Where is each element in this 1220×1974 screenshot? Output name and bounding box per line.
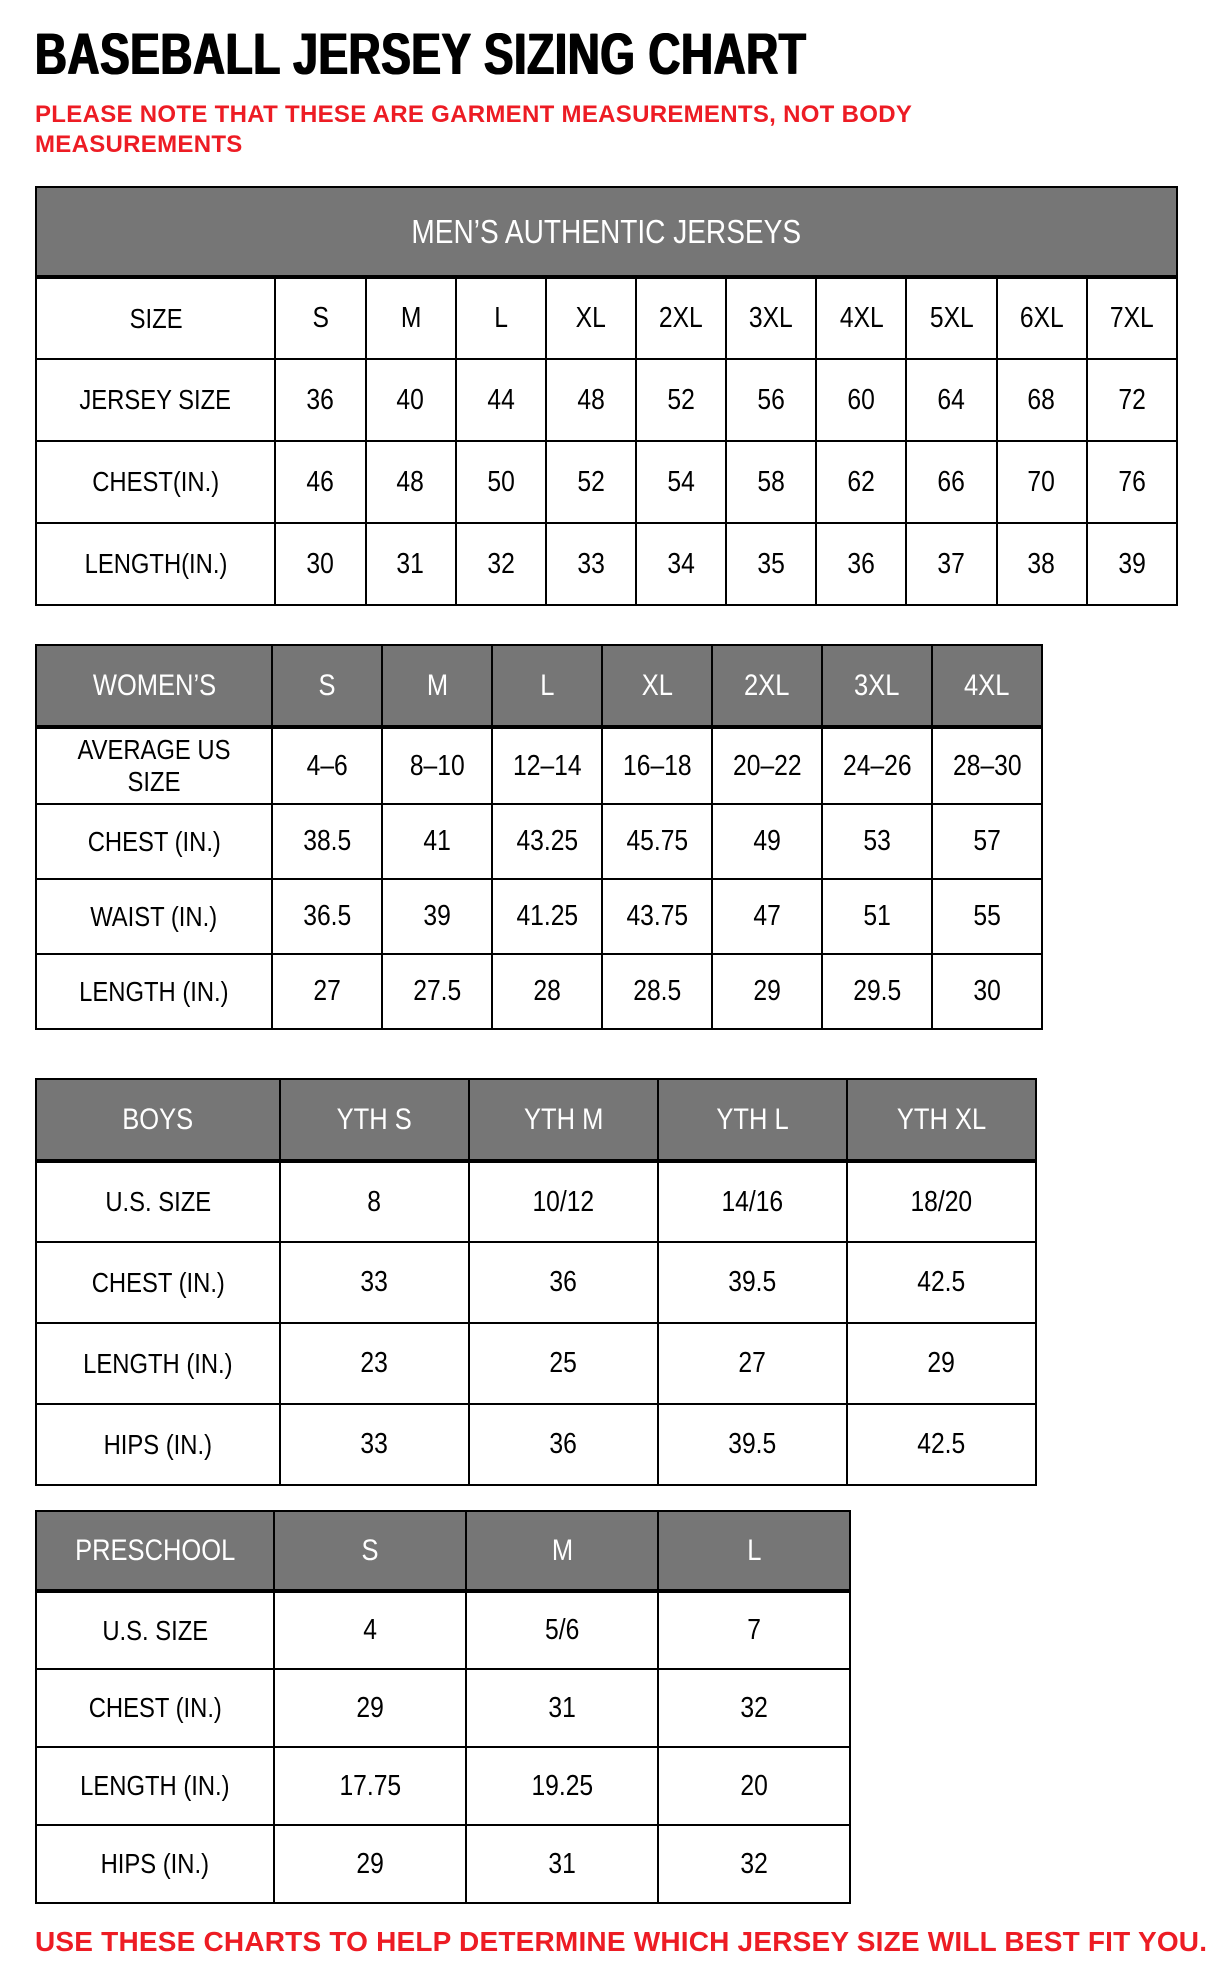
row-label-text: LENGTH (IN.): [80, 1770, 230, 1801]
cell-text: 31: [396, 547, 425, 580]
table-row: [36, 1404, 1036, 1485]
cell-text: 32: [740, 1691, 768, 1724]
cell: [546, 277, 636, 359]
column-header-text: PRESCHOOL: [74, 1533, 236, 1567]
cell-text: 8: [367, 1185, 382, 1218]
row-label: [36, 523, 275, 605]
cell-text: M: [400, 302, 421, 334]
mens-banner-text: MEN’S AUTHENTIC JERSEYS: [411, 212, 802, 250]
cell: [602, 804, 712, 879]
cell-text: 60: [847, 383, 876, 416]
cell-text: 62: [847, 465, 876, 498]
column-header-text: YTH M: [523, 1102, 604, 1136]
column-header: [492, 645, 602, 727]
womens-header-row: [36, 645, 1042, 727]
cell: [997, 359, 1087, 441]
cell: [469, 1161, 658, 1242]
cell-text: 7XL: [1109, 302, 1154, 334]
row-label-text: WAIST (IN.): [90, 900, 218, 932]
cell: [658, 1242, 847, 1323]
cell: [272, 879, 382, 954]
cell-text: 28.5: [632, 975, 681, 1007]
cell: [546, 359, 636, 441]
cell-text: 47: [753, 900, 781, 932]
cell: [822, 804, 932, 879]
cell-text: 4: [363, 1614, 377, 1646]
cell: [1087, 277, 1177, 359]
row-label-text: HIPS (IN.): [103, 1428, 213, 1460]
cell-text: 55: [973, 900, 1001, 932]
row-label: [36, 954, 272, 1029]
cell: [280, 1161, 469, 1242]
cell: [822, 879, 932, 954]
cell: [816, 441, 906, 523]
row-label-text: CHEST (IN.): [87, 825, 221, 857]
cell: [466, 1591, 658, 1669]
row-label-text: CHEST (IN.): [88, 1692, 222, 1723]
table-row: [36, 1825, 850, 1903]
column-header-text: YTH S: [336, 1102, 413, 1136]
cell: [274, 1669, 466, 1747]
cell: [456, 441, 546, 523]
column-header-text: M: [426, 668, 448, 702]
cell: [816, 359, 906, 441]
cell: [382, 804, 492, 879]
cell-text: 38.5: [302, 825, 351, 857]
column-header: [712, 645, 822, 727]
row-label: [36, 879, 272, 954]
row-label: [36, 1404, 280, 1485]
cell: [906, 523, 996, 605]
row-label-text: CHEST (IN.): [91, 1266, 225, 1298]
page-title: BASEBALL JERSEY SIZING CHART: [35, 22, 807, 87]
cell-text: 50: [487, 465, 515, 498]
row-label-text: AVERAGE US SIZE: [77, 734, 231, 797]
cell-text: 54: [667, 465, 695, 498]
cell-text: 57: [973, 825, 1001, 857]
cell-text: 16–18: [622, 749, 692, 782]
table-row: [36, 879, 1042, 954]
cell: [546, 441, 636, 523]
cell-text: 29: [356, 1691, 384, 1724]
cell-text: 52: [577, 465, 605, 498]
cell-text: 34: [667, 547, 695, 580]
cell-text: 31: [548, 1691, 576, 1724]
cell-text: 44: [487, 383, 515, 416]
cell-text: 18/20: [910, 1185, 973, 1218]
cell: [997, 523, 1087, 605]
footer-note: USE THESE CHARTS TO HELP DETERMINE WHICH JERSEY SIZE WILL BEST FIT YOU.: [35, 1926, 1208, 1957]
cell-text: 20: [740, 1769, 768, 1802]
column-header: [280, 1079, 469, 1161]
column-header: [469, 1079, 658, 1161]
cell-text: 31: [548, 1847, 576, 1880]
boys-header-row: [36, 1079, 1036, 1161]
cell: [726, 359, 816, 441]
column-header: [36, 645, 272, 727]
cell: [272, 727, 382, 804]
mens-banner: [36, 187, 1177, 277]
column-header-text: 2XL: [744, 668, 790, 702]
column-header-text: L: [539, 668, 555, 702]
cell: [906, 441, 996, 523]
cell: [274, 1591, 466, 1669]
column-header-text: M: [551, 1533, 573, 1567]
row-label-text: CHEST(IN.): [92, 466, 220, 497]
cell: [275, 277, 365, 359]
cell: [636, 523, 726, 605]
row-label: [36, 1323, 280, 1404]
column-header: [602, 645, 712, 727]
cell-text: 8–10: [409, 749, 465, 782]
cell: [932, 879, 1042, 954]
table-row: [36, 1242, 1036, 1323]
cell-text: 51: [863, 900, 891, 932]
row-label: [36, 1825, 274, 1903]
preschool-header-row: [36, 1511, 850, 1591]
row-label-text: LENGTH (IN.): [79, 975, 229, 1007]
cell: [847, 1323, 1036, 1404]
cell: [816, 523, 906, 605]
cell-text: 53: [863, 825, 891, 857]
column-header: [822, 645, 932, 727]
table-row: [36, 727, 1042, 804]
cell: [272, 804, 382, 879]
cell-text: 33: [360, 1428, 389, 1460]
table-row: [36, 277, 1177, 359]
cell: [847, 1242, 1036, 1323]
column-header: [932, 645, 1042, 727]
cell: [366, 359, 456, 441]
cell: [456, 523, 546, 605]
cell: [726, 277, 816, 359]
cell: [816, 277, 906, 359]
cell: [712, 727, 822, 804]
cell: [456, 277, 546, 359]
cell-text: 7: [747, 1614, 761, 1646]
cell: [997, 441, 1087, 523]
column-header: [847, 1079, 1036, 1161]
cell: [274, 1747, 466, 1825]
cell-text: 36: [847, 547, 876, 580]
cell: [546, 523, 636, 605]
cell-text: 40: [396, 383, 425, 416]
cell-text: 27: [738, 1347, 767, 1379]
column-header: [466, 1511, 658, 1591]
cell: [847, 1404, 1036, 1485]
cell-text: 3XL: [749, 302, 794, 334]
cell-text: 38: [1027, 547, 1056, 580]
table-row: [36, 1323, 1036, 1404]
cell: [636, 277, 726, 359]
table-row: [36, 1669, 850, 1747]
row-label: [36, 1242, 280, 1323]
row-label: [36, 1161, 280, 1242]
cell-text: 29.5: [852, 975, 901, 1007]
cell-text: 58: [757, 465, 785, 498]
cell: [280, 1323, 469, 1404]
cell: [997, 277, 1087, 359]
preschool-table: [35, 1510, 851, 1904]
column-header: [658, 1079, 847, 1161]
row-label-text: LENGTH (IN.): [83, 1347, 233, 1379]
cell: [726, 523, 816, 605]
cell-text: 29: [927, 1347, 956, 1379]
cell: [658, 1591, 850, 1669]
cell-text: 52: [667, 383, 695, 416]
cell: [712, 879, 822, 954]
cell: [275, 523, 365, 605]
cell-text: S: [312, 302, 329, 334]
column-header: [36, 1079, 280, 1161]
cell-text: 6XL: [1019, 302, 1064, 334]
row-label: [36, 359, 275, 441]
table-row: [36, 954, 1042, 1029]
cell: [822, 954, 932, 1029]
cell: [366, 441, 456, 523]
cell: [658, 1404, 847, 1485]
cell-text: 39: [1118, 547, 1146, 580]
cell-text: 70: [1027, 465, 1056, 498]
cell: [712, 804, 822, 879]
table-row: [36, 441, 1177, 523]
cell: [275, 441, 365, 523]
cell: [466, 1825, 658, 1903]
column-header-text: L: [746, 1533, 762, 1567]
cell-text: 68: [1027, 383, 1056, 416]
table-row: [36, 1161, 1036, 1242]
row-label-text: HIPS (IN.): [100, 1848, 210, 1879]
cell: [636, 441, 726, 523]
cell-text: 29: [753, 975, 781, 1007]
cell-text: 27.5: [412, 975, 461, 1007]
column-header-text: YTH XL: [896, 1102, 987, 1136]
cell-text: 30: [306, 547, 335, 580]
cell: [382, 879, 492, 954]
cell: [658, 1669, 850, 1747]
table-row: [36, 1747, 850, 1825]
cell: [602, 879, 712, 954]
cell-text: 41.25: [516, 900, 578, 932]
cell: [366, 523, 456, 605]
column-header: [36, 1511, 274, 1591]
cell-text: 49: [753, 825, 781, 857]
cell: [366, 277, 456, 359]
cell: [602, 727, 712, 804]
cell-text: 32: [487, 547, 515, 580]
cell: [658, 1825, 850, 1903]
cell-text: 39.5: [728, 1428, 777, 1460]
cell-text: 14/16: [721, 1185, 784, 1218]
cell-text: 32: [740, 1847, 768, 1880]
cell: [1087, 441, 1177, 523]
cell: [382, 727, 492, 804]
cell-text: 48: [577, 383, 605, 416]
cell-text: 42.5: [917, 1266, 966, 1298]
cell: [382, 954, 492, 1029]
cell-text: 42.5: [917, 1428, 966, 1460]
cell: [280, 1242, 469, 1323]
measurement-note: PLEASE NOTE THAT THESE ARE GARMENT MEASUREMENTS, NOT BODY MEASUREMENTS: [35, 101, 912, 158]
cell-text: 46: [306, 465, 335, 498]
cell-text: 43.25: [516, 825, 578, 857]
cell: [602, 954, 712, 1029]
cell: [906, 277, 996, 359]
table-row: [36, 359, 1177, 441]
cell: [469, 1242, 658, 1323]
row-label-text: U.S. SIZE: [102, 1614, 208, 1646]
cell-text: 66: [937, 465, 966, 498]
cell: [466, 1747, 658, 1825]
column-header: [658, 1511, 850, 1591]
row-label: [36, 1591, 274, 1669]
cell-text: 39: [423, 900, 451, 932]
cell-text: 37: [937, 547, 966, 580]
column-header-text: S: [318, 668, 336, 702]
cell-text: 20–22: [732, 749, 802, 782]
column-header: [272, 645, 382, 727]
cell: [492, 727, 602, 804]
cell: [274, 1825, 466, 1903]
cell-text: 43.75: [626, 900, 688, 932]
row-label: [36, 441, 275, 523]
cell: [492, 954, 602, 1029]
cell: [847, 1161, 1036, 1242]
cell-text: 33: [360, 1266, 389, 1298]
cell-text: 30: [973, 975, 1001, 1007]
cell-text: 33: [577, 547, 605, 580]
column-header-text: BOYS: [122, 1102, 194, 1136]
cell-text: 25: [549, 1347, 578, 1379]
cell: [1087, 359, 1177, 441]
cell: [726, 441, 816, 523]
cell-text: 4–6: [306, 749, 348, 782]
cell: [466, 1669, 658, 1747]
cell: [469, 1404, 658, 1485]
column-header: [382, 645, 492, 727]
cell-text: 41: [423, 825, 451, 857]
row-label: [36, 804, 272, 879]
cell-text: 76: [1118, 465, 1146, 498]
row-label: [36, 277, 275, 359]
cell-text: 45.75: [626, 825, 688, 857]
cell-text: 28: [533, 975, 561, 1007]
column-header-text: XL: [641, 668, 673, 702]
cell-text: 12–14: [512, 749, 582, 782]
cell-text: 56: [757, 383, 785, 416]
cell-text: 4XL: [839, 302, 884, 334]
row-label-text: LENGTH(IN.): [84, 548, 228, 579]
cell: [712, 954, 822, 1029]
cell-text: 36: [549, 1428, 578, 1460]
cell-text: 17.75: [339, 1769, 401, 1802]
row-label: [36, 727, 272, 804]
cell-text: 39.5: [728, 1266, 777, 1298]
column-header: [274, 1511, 466, 1591]
cell-text: 36: [549, 1266, 578, 1298]
cell-text: 5/6: [544, 1614, 580, 1646]
cell: [932, 954, 1042, 1029]
cell-text: 64: [937, 383, 966, 416]
cell: [906, 359, 996, 441]
cell: [1087, 523, 1177, 605]
cell: [932, 804, 1042, 879]
cell: [658, 1161, 847, 1242]
cell-text: 5XL: [929, 302, 974, 334]
cell: [932, 727, 1042, 804]
cell-text: 23: [360, 1347, 389, 1379]
cell-text: 28–30: [952, 749, 1022, 782]
cell-text: 35: [757, 547, 785, 580]
cell: [456, 359, 546, 441]
row-label-text: JERSEY SIZE: [79, 384, 232, 415]
cell-text: 10/12: [532, 1185, 595, 1218]
cell: [280, 1404, 469, 1485]
cell: [272, 954, 382, 1029]
cell: [469, 1323, 658, 1404]
table-row: [36, 1591, 850, 1669]
row-label: [36, 1669, 274, 1747]
row-label-text: SIZE: [129, 302, 183, 334]
cell-text: 48: [396, 465, 425, 498]
cell: [658, 1747, 850, 1825]
column-header-text: 3XL: [854, 668, 900, 702]
cell-text: XL: [575, 302, 606, 334]
column-header-text: WOMEN’S: [92, 668, 216, 702]
mens-banner-row: [36, 187, 1177, 277]
boys-table: [35, 1078, 1037, 1486]
mens-table: [35, 186, 1178, 606]
column-header-text: YTH L: [716, 1102, 789, 1136]
cell-text: 36: [306, 383, 335, 416]
cell: [492, 804, 602, 879]
table-row: [36, 523, 1177, 605]
cell-text: L: [493, 302, 508, 334]
cell: [658, 1323, 847, 1404]
cell-text: 72: [1118, 383, 1146, 416]
cell-text: 29: [356, 1847, 384, 1880]
cell: [822, 727, 932, 804]
column-header-text: S: [361, 1533, 379, 1567]
cell: [636, 359, 726, 441]
cell: [275, 359, 365, 441]
row-label-text: U.S. SIZE: [105, 1186, 211, 1217]
cell: [492, 879, 602, 954]
cell-text: 27: [313, 975, 341, 1007]
cell-text: 36.5: [302, 900, 351, 932]
cell-text: 24–26: [842, 749, 912, 782]
table-row: [36, 804, 1042, 879]
row-label: [36, 1747, 274, 1825]
cell-text: 19.25: [531, 1769, 593, 1802]
cell-text: 2XL: [659, 302, 703, 334]
column-header-text: 4XL: [964, 668, 1010, 702]
womens-table: [35, 644, 1043, 1030]
